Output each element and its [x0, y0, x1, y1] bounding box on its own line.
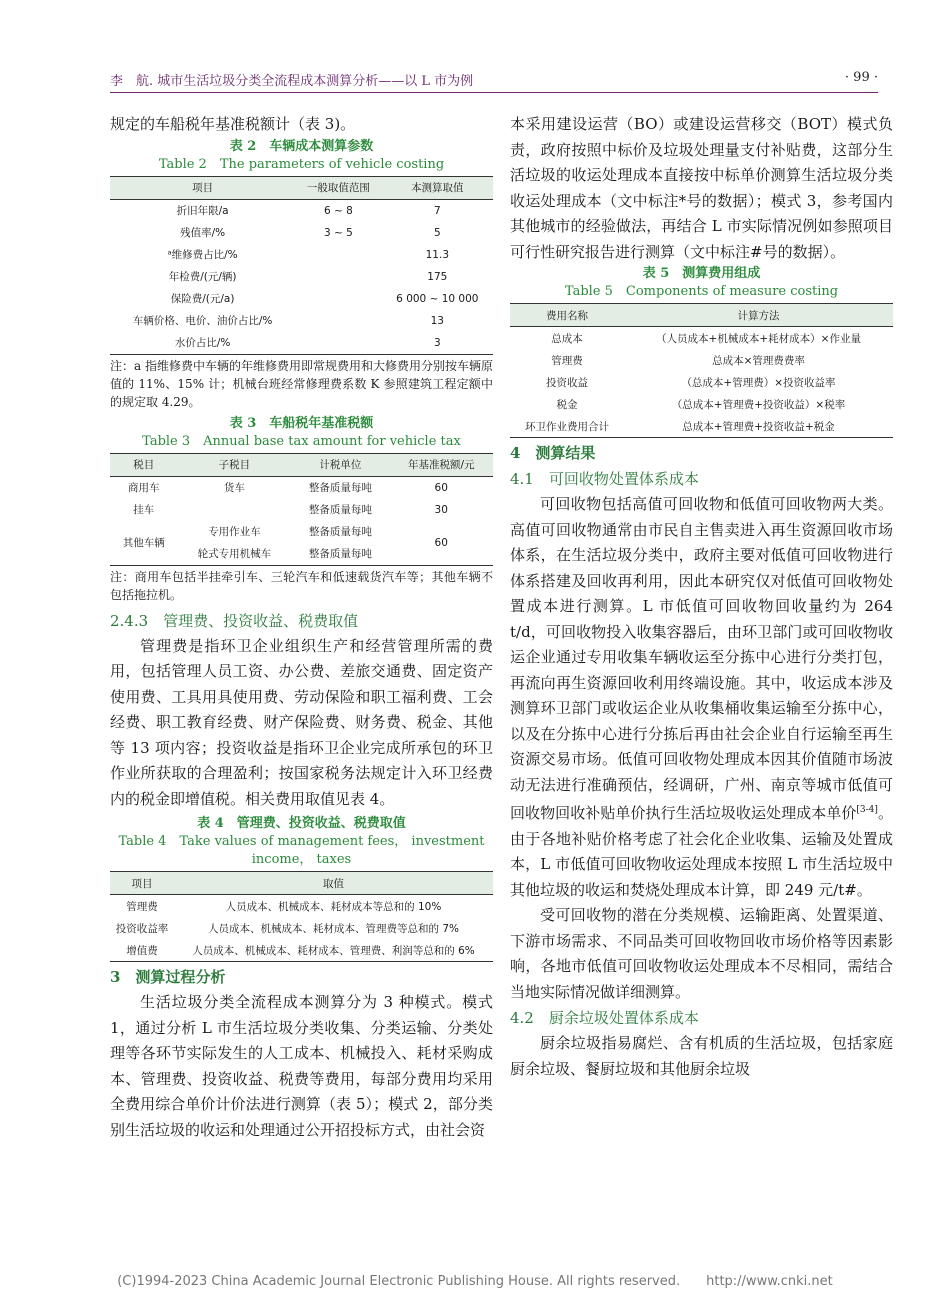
table-row: [110, 939, 493, 962]
table5: [510, 303, 893, 438]
table-row: [110, 288, 493, 310]
section-heading-3: 3 测算过程分析: [110, 968, 226, 986]
table-cell: 总成本: [551, 332, 583, 345]
running-header: [110, 70, 878, 92]
table-header: 税目: [133, 459, 155, 471]
table-cell: 年检费/(元/辆): [168, 271, 237, 283]
table-cell: 人员成本、机械成本、耗材成本、管理费等总和的 7%: [208, 922, 459, 935]
table-cell: （总成本+管理费）×投资收益率: [681, 376, 836, 389]
header-title: 李 航. 城市生活垃圾分类全流程成本测算分析——以 L 市为例: [110, 74, 474, 89]
table-cell: [177, 499, 291, 521]
table-cell: 其他车辆: [122, 537, 165, 549]
table-cell: 人员成本、机械成本、耗材成本等总和的 10%: [225, 900, 442, 913]
paragraph: 管理费是指环卫企业组织生产和经营管理所需的费用，包括管理人员工资、办公费、差旅交通费、固定资产使用费、工具用具使用费、劳动保险和职工福利费、工会经费、职工教育经费、财产保险费、财务费、税金、其他等 13 项内容；投资收益是指环卫企业完成所承包的环卫作业所获取的合理盈利；按国家税务法规定计入环卫经费内的税金即增值税。相关费用取值见表 4。: [110, 636, 493, 808]
table-cell: 60: [434, 481, 448, 494]
table-row: [110, 199, 493, 222]
table3: [110, 453, 493, 566]
table-cell: 13: [430, 314, 444, 327]
table-row: [110, 499, 493, 521]
table5-caption-zh: 表 5 测算费用组成: [642, 266, 761, 281]
table-header: 年基准税额/元: [407, 459, 475, 471]
table-header: 本测算取值: [411, 182, 464, 194]
table-cell: 175: [427, 270, 448, 283]
table-cell: 总成本+管理费+投资收益+税金: [682, 420, 835, 433]
table-cell: （总成本+管理费+投资收益）×税率: [671, 398, 846, 411]
table-row: [510, 349, 893, 371]
table3-note: 注：商用车包括半挂牵引车、三轮汽车和低速载货汽车等；其他车辆不包括拖拉机。: [110, 569, 493, 602]
table-cell: [295, 310, 381, 332]
table-cell: 保险费/(元/a): [170, 293, 235, 305]
table-row: [110, 476, 493, 499]
table-header: 取值: [323, 877, 344, 890]
paragraph-text: 可回收物包括高值可回收物和低值可回收物两大类。高值可回收物通常由市民自主售卖进入再生资源回收市场体系，在生活垃圾分类中，政府主要对低值可回收物进行体系搭建及回收再利用，因此本研究仅对低值可回收物处置成本进行测算。L 市低值可回收物回收量约为 264 t/d，可回收物投入收集容器后，由环卫部门或可回收物收运企业通过专用收集车辆收运至分拣中心进行分类打包，再流向再生资源回收利用终端设施。其中，收运成本涉及测算环卫部门或收运企业从收集桶收集运输至分拣中心，以及在分拣中心进行分拣后再由社会企业自行运输至再生资源交易市场。低值可回收物处理成本因其价值随市场波动无法进行准确预估，经调研，广州、南京等城市低值可回收物回收补贴单价执行生活垃圾收运处理成本单价: [510, 495, 893, 822]
table-cell: 轮式专用机械车: [197, 548, 272, 560]
table-cell: 整备质量每吨: [308, 482, 372, 494]
table-cell: 增值费: [126, 944, 158, 957]
table4: [110, 871, 493, 962]
table-cell: 投资收益: [546, 376, 588, 389]
paragraph: [510, 492, 893, 903]
table-cell: 折旧年限/a: [176, 205, 229, 217]
table-header: 子税目: [218, 459, 251, 471]
table-cell: 货车: [223, 482, 245, 494]
right-column: [510, 112, 893, 1082]
table5-caption-en: Table 5 Components of measure costing: [564, 284, 839, 299]
table-cell: ᵃ维修费占比/%: [167, 249, 238, 261]
table-header: 项目: [192, 182, 214, 194]
table-header: 项目: [131, 877, 153, 890]
table-cell: 60: [434, 536, 448, 549]
table-cell: 整备质量每吨: [308, 548, 372, 560]
table2-caption-en: Table 2 The parameters of vehicle costing: [158, 156, 445, 172]
citation: [3-4]: [856, 805, 878, 815]
table-row: [110, 895, 493, 918]
table-cell: 7: [433, 204, 441, 217]
table-header: 费用名称: [546, 309, 588, 322]
table-cell: 整备质量每吨: [308, 504, 372, 516]
table2: [110, 176, 493, 355]
table-cell: 整备质量每吨: [308, 526, 372, 538]
intro-line: 规定的车船税年基准税额计（表 3)。: [110, 115, 356, 133]
table-cell: 商用车: [127, 482, 160, 494]
table4-caption-en: Table 4 Take values of management fees， investment income， taxes: [118, 834, 485, 867]
paragraph: 本采用建设运营（BO）或建设运营移交（BOT）模式负责，政府按照中标价及垃圾处理量支付补贴费，这部分生活垃圾的收运处理成本直接按中标单价测算生活垃圾分类收运处理成本（文中标注*号的数据）；模式 3，参考国内其他城市的经验做法，再结合 L 市实际情况例如参照项目可行性研究报告进行测算（文中标注#号的数据）。: [510, 115, 893, 261]
table3-caption-zh: 表 3 车船税年基准税额: [229, 415, 374, 431]
table-cell: 专用作业车: [208, 526, 261, 538]
table-cell: 管理费: [126, 900, 158, 913]
left-column: [110, 112, 493, 1143]
table-cell: 11.3: [425, 248, 450, 261]
page-number: · 99 ·: [844, 70, 878, 85]
section-heading-4-2: 4.2 厨余垃圾处置体系成本: [510, 1009, 699, 1027]
section-heading-2-4-3: 2.4.3 管理费、投资收益、税费取值: [110, 611, 359, 630]
table-row: [510, 371, 893, 393]
table-cell: 总成本×管理费费率: [712, 354, 805, 367]
table-row: [110, 917, 493, 939]
table2-caption-zh: 表 2 车辆成本测算参数: [229, 138, 374, 154]
table-header: 计税单位: [319, 459, 362, 471]
table-cell: 水价占比/%: [174, 337, 231, 349]
table-row: [110, 266, 493, 288]
paragraph: 受可回收物的潜在分类规模、运输距离、处置渠道、下游市场需求、不同品类可回收物回收市场价格等因素影响，各地市低值可回收物收运处理成本不尽相同，需结合当地实际情况做详细测算。: [510, 906, 893, 1001]
table-cell: 6 000 ~ 10 000: [396, 292, 479, 305]
table-cell: [295, 288, 381, 310]
table-row: [110, 310, 493, 332]
table-row: [110, 521, 493, 543]
table-row: [110, 244, 493, 266]
table-cell: 管理费: [551, 354, 583, 367]
paragraph: 厨余垃圾指易腐烂、含有机质的生活垃圾，包括家庭厨余垃圾、餐厨垃圾和其他厨余垃圾: [510, 1034, 893, 1078]
table-header: 计算方法: [737, 309, 780, 322]
table-cell: 3: [433, 336, 441, 349]
section-heading-4: 4 测算结果: [510, 444, 596, 462]
section-heading-4-1: 4.1 可回收物处置体系成本: [510, 470, 699, 488]
table-cell: 车辆价格、电价、油价占比/%: [132, 315, 273, 327]
table-cell: 5: [433, 226, 441, 239]
table2-note: 注：a 指维修费中车辆的年维修费用即常规费用和大修费用分别按车辆原值的 11%、15% 计；机械台班经常修理费系数 K 参照建筑工程定额中的规定取 4.29。: [110, 358, 493, 409]
table3-caption-en: Table 3 Annual base tax amount for vehicle tax: [142, 433, 461, 449]
table-row: [110, 222, 493, 244]
table-header: 一般取值范围: [306, 182, 370, 194]
header-rule: [110, 92, 878, 93]
table-cell: 人员成本、机械成本、耗材成本、管理费、利润等总和的 6%: [192, 944, 475, 957]
table-cell: [295, 266, 381, 288]
table-cell: 残值率/%: [180, 227, 226, 239]
table-row: [510, 393, 893, 415]
table-cell: 3 ~ 5: [323, 226, 353, 239]
paragraph-text: 。由于各地补贴价格考虑了社会化企业收集、运输及处置成本，L 市低值可回收物收运处理成本按照 L 市生活垃圾中其他垃圾的收运和焚烧处理成本计算，即 249 元/t#。: [510, 804, 893, 899]
table4-caption-zh: 表 4 管理费、投资收益、税费取值: [197, 816, 406, 831]
table-cell: [295, 332, 381, 355]
paragraph: 生活垃圾分类全流程成本测算分为 3 种模式。模式 1，通过分析 L 市生活垃圾分类收集、分类运输、分类处理等各环节实际发生的人工成本、机械投入、耗材采购成本、管理费、投资收益、税费等费用，每部分费用均采用全费用综合单价计价法进行测算（表 5）；模式 2，部分类别生活垃圾的收运和处理通过公开招投标方式，由社会资: [110, 993, 493, 1139]
table-cell: 6 ~ 8: [323, 204, 353, 217]
table-cell: 环卫作业费用合计: [525, 420, 609, 433]
table-row: [510, 327, 893, 350]
table-cell: 税金: [556, 398, 578, 411]
table-cell: 30: [434, 503, 448, 516]
table-row: [510, 415, 893, 438]
table-cell: 挂车: [133, 504, 155, 516]
table-cell: （人员成本+机械成本+耗材成本）×作业量: [656, 332, 861, 345]
table-cell: 投资收益率: [115, 922, 169, 935]
table-row: [110, 332, 493, 355]
copyright-footer: (C)1994-2023 China Academic Journal Electronic Publishing House. All rights reserved. http://www.cnki.net: [117, 1274, 833, 1289]
table-cell: [295, 244, 381, 266]
